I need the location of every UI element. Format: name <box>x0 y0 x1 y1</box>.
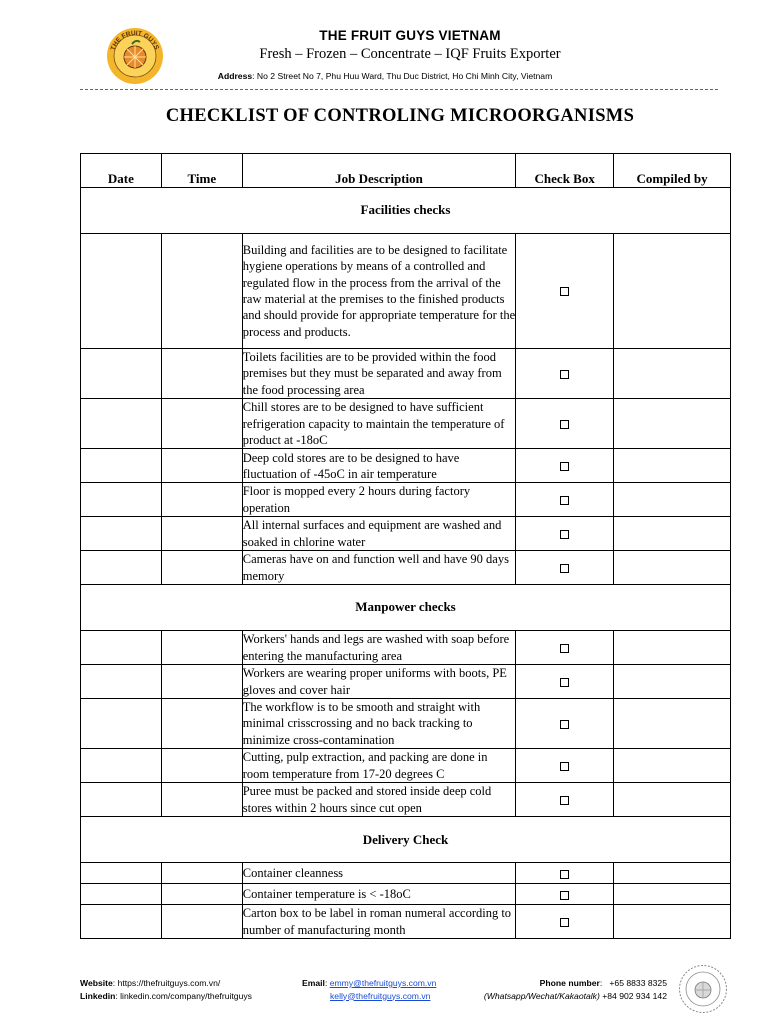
job-description-cell: Cameras have on and function well and have 90 days memory <box>242 551 516 585</box>
checkbox[interactable] <box>560 496 569 505</box>
website-value: : https://thefruitguys.com.vn/ <box>112 978 221 988</box>
compiled-by-cell[interactable] <box>614 234 731 349</box>
table-row <box>81 517 731 551</box>
job-description-cell: Container cleanness <box>242 863 516 884</box>
compiled-by-cell[interactable] <box>614 399 731 449</box>
email-link-emmy[interactable]: emmy@thefruitguys.com.vn <box>329 978 437 988</box>
check-box-cell <box>516 517 614 551</box>
date-cell[interactable] <box>81 449 162 483</box>
check-box-cell <box>516 905 614 939</box>
address-label: Address <box>217 71 253 81</box>
compiled-by-cell[interactable] <box>614 665 731 699</box>
footer-contact-phone: Phone number: +65 8833 8325 (Whatsapp/Wechat/Kakaotalk) +84 902 934 142 <box>483 978 667 1001</box>
compiled-by-cell[interactable] <box>614 884 731 905</box>
time-cell[interactable] <box>161 665 242 699</box>
table-row <box>81 631 731 665</box>
table-row <box>81 863 731 884</box>
time-cell[interactable] <box>161 349 242 399</box>
checkbox[interactable] <box>560 678 569 687</box>
check-box-cell <box>516 449 614 483</box>
date-cell[interactable] <box>81 783 162 817</box>
check-box-cell <box>516 399 614 449</box>
compiled-by-cell[interactable] <box>614 905 731 939</box>
checkbox[interactable] <box>560 720 569 729</box>
job-description-cell: Building and facilities are to be designed to facilitate hygiene operations by means of a controlled and regulated flow in the process from the arrival of the raw material at the premises to the finished products and should provide for appropriate temperature for the process and products. <box>242 234 516 349</box>
compiled-by-cell[interactable] <box>614 749 731 783</box>
checkbox[interactable] <box>560 796 569 805</box>
compiled-by-cell[interactable] <box>614 551 731 585</box>
table-row <box>81 884 731 905</box>
section-title: Manpower checks <box>81 585 731 631</box>
section-title: Delivery Check <box>81 817 731 863</box>
checkbox[interactable] <box>560 891 569 900</box>
date-cell[interactable] <box>81 483 162 517</box>
job-description-cell: Puree must be packed and stored inside deep cold stores within 2 hours since cut open <box>242 783 516 817</box>
time-cell[interactable] <box>161 517 242 551</box>
header-compiled-by: Compiled by <box>614 154 731 188</box>
company-name: THE FRUIT GUYS VIETNAM <box>319 28 501 43</box>
header-job-description: Job Description <box>242 154 516 188</box>
table-row <box>81 749 731 783</box>
job-description-cell: Carton box to be label in roman numeral according to number of manufacturing month <box>242 905 516 939</box>
job-description-cell: Floor is mopped every 2 hours during factory operation <box>242 483 516 517</box>
check-box-cell <box>516 699 614 749</box>
time-cell[interactable] <box>161 884 242 905</box>
date-cell[interactable] <box>81 884 162 905</box>
time-cell[interactable] <box>161 449 242 483</box>
job-description-cell: Workers are wearing proper uniforms with boots, PE gloves and cover hair <box>242 665 516 699</box>
job-description-cell: Container temperature is < -18oC <box>242 884 516 905</box>
linkedin-label: Linkedin <box>80 990 116 1001</box>
check-box-cell <box>516 631 614 665</box>
footer-contact-email: Email: emmy@thefruitguys.com.vn kelly@thefruitguys.com.vn <box>302 978 437 1001</box>
check-box-cell <box>516 551 614 585</box>
checkbox[interactable] <box>560 530 569 539</box>
time-cell[interactable] <box>161 699 242 749</box>
checklist-table <box>80 153 731 939</box>
job-description-cell: The workflow is to be smooth and straight with minimal crisscrossing and no back tracking to minimize cross-contamination <box>242 699 516 749</box>
job-description-cell: Workers' hands and legs are washed with soap before entering the manufacturing area <box>242 631 516 665</box>
job-description-cell: Chill stores are to be designed to have sufficient refrigeration capacity to maintain the temperature of product at -18oC <box>242 399 516 449</box>
phone-label: Phone number <box>539 978 600 988</box>
checkbox[interactable] <box>560 644 569 653</box>
check-box-cell <box>516 349 614 399</box>
checkbox[interactable] <box>560 287 569 296</box>
date-cell[interactable] <box>81 349 162 399</box>
check-box-cell <box>516 483 614 517</box>
date-cell[interactable] <box>81 665 162 699</box>
table-row <box>81 399 731 449</box>
checkbox[interactable] <box>560 918 569 927</box>
compiled-by-cell[interactable] <box>614 349 731 399</box>
phone-number-2: +84 902 934 142 <box>602 990 667 1001</box>
table-row <box>81 551 731 585</box>
job-description-cell: Deep cold stores are to be designed to have fluctuation of -45oC in air temperature <box>242 449 516 483</box>
date-cell[interactable] <box>81 699 162 749</box>
check-box-cell <box>516 749 614 783</box>
table-row <box>81 783 731 817</box>
time-cell[interactable] <box>161 905 242 939</box>
check-box-cell <box>516 783 614 817</box>
job-description-cell: All internal surfaces and equipment are washed and soaked in chlorine water <box>242 517 516 551</box>
time-cell[interactable] <box>161 399 242 449</box>
header-date: Date <box>81 154 162 188</box>
time-cell[interactable] <box>161 631 242 665</box>
footer-seal-logo <box>678 964 728 1014</box>
section-title: Facilities checks <box>81 188 731 234</box>
document-title: CHECKLIST OF CONTROLING MICROORGANISMS <box>165 106 635 126</box>
compiled-by-cell[interactable] <box>614 483 731 517</box>
time-cell[interactable] <box>161 783 242 817</box>
date-cell[interactable] <box>81 551 162 585</box>
phone-number-1: +65 8833 8325 <box>609 978 667 988</box>
time-cell[interactable] <box>161 234 242 349</box>
time-cell[interactable] <box>161 483 242 517</box>
date-cell[interactable] <box>81 631 162 665</box>
date-cell[interactable] <box>81 399 162 449</box>
check-box-cell <box>516 665 614 699</box>
table-row <box>81 234 731 349</box>
checkbox[interactable] <box>560 370 569 379</box>
checkbox[interactable] <box>560 420 569 429</box>
time-cell[interactable] <box>161 749 242 783</box>
footer-contact-web <box>80 977 252 1002</box>
compiled-by-cell[interactable] <box>614 631 731 665</box>
compiled-by-cell[interactable] <box>614 449 731 483</box>
table-row <box>81 349 731 399</box>
time-cell[interactable] <box>161 551 242 585</box>
check-box-cell <box>516 234 614 349</box>
company-address <box>180 71 590 81</box>
email-label: Email <box>302 978 325 988</box>
address-value: : No 2 Street No 7, Phu Huu Ward, Thu Duc District, Ho Chi Minh City, Vietnam <box>252 71 553 81</box>
checkbox[interactable] <box>560 462 569 471</box>
section-row <box>81 188 731 234</box>
date-cell[interactable] <box>81 234 162 349</box>
date-cell[interactable] <box>81 749 162 783</box>
linkedin-value: : linkedin.com/company/thefruitguys <box>115 990 252 1001</box>
header-check-box: Check Box <box>516 154 614 188</box>
checkbox[interactable] <box>560 762 569 771</box>
table-header-row <box>81 154 731 188</box>
compiled-by-cell[interactable] <box>614 783 731 817</box>
compiled-by-cell[interactable] <box>614 517 731 551</box>
section-row <box>81 585 731 631</box>
company-logo <box>106 27 164 85</box>
table-row <box>81 905 731 939</box>
table-row <box>81 449 731 483</box>
date-cell[interactable] <box>81 863 162 884</box>
checkbox[interactable] <box>560 564 569 573</box>
compiled-by-cell[interactable] <box>614 699 731 749</box>
phone-apps: (Whatsapp/Wechat/Kakaotalk) <box>483 990 600 1001</box>
job-description-cell: Toilets facilities are to be provided within the food premises but they must be separated and away from the food processing area <box>242 349 516 399</box>
logo-text: THE FRUIT GUYS <box>109 29 160 52</box>
table-row <box>81 483 731 517</box>
date-cell[interactable] <box>81 517 162 551</box>
email-link-kelly[interactable]: kelly@thefruitguys.com.vn <box>330 990 431 1001</box>
time-cell[interactable] <box>161 863 242 884</box>
section-row <box>81 817 731 863</box>
company-tagline: Fresh – Frozen – Concentrate – IQF Fruits Exporter <box>259 46 561 62</box>
date-cell[interactable] <box>81 905 162 939</box>
compiled-by-cell[interactable] <box>614 863 731 884</box>
checkbox[interactable] <box>560 870 569 879</box>
header-time: Time <box>161 154 242 188</box>
check-box-cell <box>516 863 614 884</box>
table-row <box>81 665 731 699</box>
table-row <box>81 699 731 749</box>
website-label: Website <box>80 978 113 988</box>
check-box-cell <box>516 884 614 905</box>
job-description-cell: Cutting, pulp extraction, and packing are done in room temperature from 17-20 degrees C <box>242 749 516 783</box>
header-divider <box>80 89 718 90</box>
